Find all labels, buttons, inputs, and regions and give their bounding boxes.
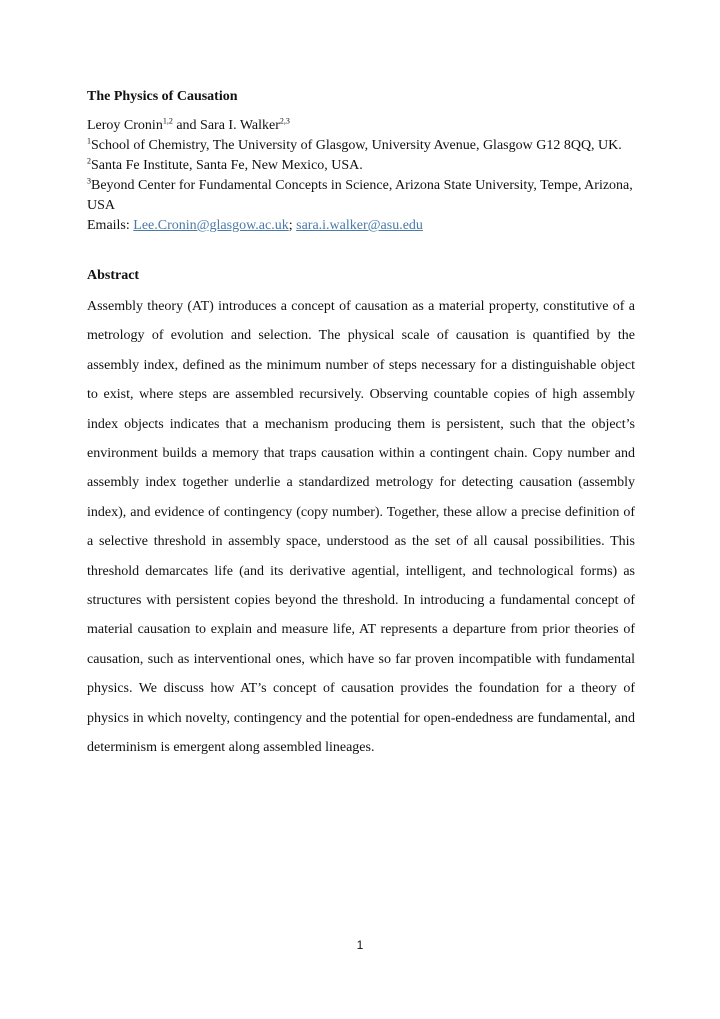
author-cronin-affil: 1,2 bbox=[162, 116, 173, 126]
affiliation-1 bbox=[87, 136, 635, 156]
affiliation-marker: 2 bbox=[87, 156, 91, 166]
abstract-heading: Abstract bbox=[87, 268, 140, 283]
email-line bbox=[87, 216, 635, 236]
author-walker-affil: 2,3 bbox=[279, 116, 290, 126]
author-cronin: Leroy Cronin bbox=[87, 118, 163, 133]
affiliation-3 bbox=[87, 176, 635, 216]
affiliation-2 bbox=[87, 156, 635, 176]
affiliation-marker: 3 bbox=[87, 176, 91, 186]
affiliation-text: Santa Fe Institute, Santa Fe, New Mexico, USA. bbox=[91, 158, 363, 173]
author-line bbox=[87, 116, 635, 136]
page-number: 1 bbox=[356, 938, 364, 952]
email-link-walker[interactable]: sara.i.walker@asu.edu bbox=[296, 218, 423, 233]
affiliation-text: Beyond Center for Fundamental Concepts in Science, Arizona State University, Tempe, Arizona, USA bbox=[87, 178, 633, 213]
author-conjunction: and bbox=[172, 118, 201, 133]
affiliation-text: School of Chemistry, The University of Glasgow, University Avenue, Glasgow G12 8QQ, UK. bbox=[91, 138, 622, 153]
affiliation-marker: 1 bbox=[87, 136, 91, 146]
paper-title: The Physics of Causation bbox=[87, 89, 238, 104]
email-link-cronin[interactable]: Lee.Cronin@glasgow.ac.uk bbox=[133, 218, 289, 233]
front-matter bbox=[87, 87, 635, 763]
email-separator: ; bbox=[288, 218, 297, 233]
author-walker: Sara I. Walker bbox=[200, 118, 280, 133]
emails-label: Emails: bbox=[87, 218, 134, 233]
abstract-text: Assembly theory (AT) introduces a concept of causation as a material property, constitutive of a metrology of evolution and selection. The physical scale of causation is quantified by the assembly index, defined as the minimum number of steps necessary for a distinguishable object to exist, where steps are assembled recursively. Observing countable copies of high assembly index objects indicates that a mechanism producing them is persistent, such that the object’s environment builds a memory that traps causation within a contingent chain. Copy number and assembly index together underlie a standardized metrology for detecting causation (assembly index), and evidence of contingency (copy number). Together, these allow a precise definition of a selective threshold in assembly space, understood as the set of all causal possibilities. This threshold demarcates life (and its derivative agential, intelligent, and technological forms) as structures with persistent copies beyond the threshold. In introducing a fundamental concept of material causation to explain and measure life, AT represents a departure from prior theories of causation, such as interventional ones, which have so far proven incompatible with fundamental physics. We discuss how AT’s concept of causation provides the foundation for a theory of physics in which novelty, contingency and the potential for open-endedness are fundamental, and determinism is emergent along assembled lineages. bbox=[87, 299, 635, 756]
